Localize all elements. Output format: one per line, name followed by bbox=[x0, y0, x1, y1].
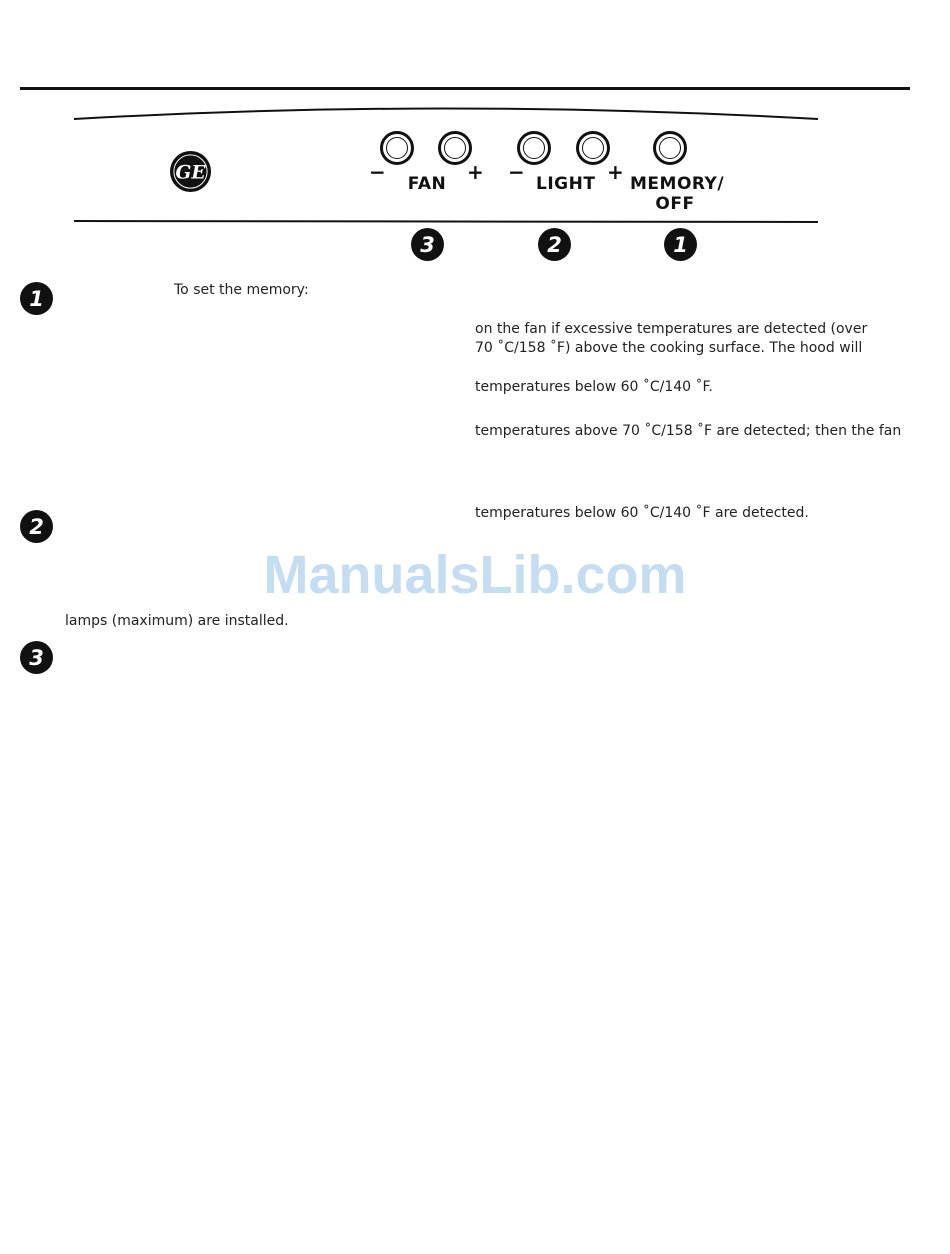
right-text-line-5: temperatures below 60 ˚C/140 ˚F are detected. bbox=[475, 505, 809, 521]
memory-label: MEMORY/ bbox=[630, 174, 725, 194]
right-text-line-1: on the fan if excessive temperatures are detected (over bbox=[475, 321, 868, 337]
right-text-line-4: temperatures above 70 ˚C/158 ˚F are detected; then the fan bbox=[475, 423, 902, 439]
light-plus-sign: + bbox=[607, 160, 624, 184]
callout-badge-fan: 3 bbox=[411, 228, 444, 261]
light-minus-sign: − bbox=[508, 160, 525, 184]
callout-badge-memory: 1 bbox=[664, 228, 697, 261]
fan-label: FAN bbox=[407, 174, 447, 194]
watermark: ManualsLib.com bbox=[263, 545, 687, 605]
right-text-line-3: temperatures below 60 ˚C/140 ˚F. bbox=[475, 379, 713, 395]
ge-logo-icon bbox=[169, 150, 212, 193]
light-label: LIGHT bbox=[536, 174, 596, 194]
fan-plus-sign: + bbox=[467, 160, 484, 184]
control-panel-outline bbox=[0, 100, 950, 270]
section-badge-3: 3 bbox=[20, 641, 53, 674]
light-plus-button[interactable] bbox=[576, 131, 610, 165]
right-text-line-2: 70 ˚C/158 ˚F) above the cooking surface. The hood will bbox=[475, 340, 863, 356]
page-top-rule bbox=[20, 87, 910, 90]
memory-heading: To set the memory: bbox=[174, 282, 309, 298]
memory-off-button[interactable] bbox=[653, 131, 687, 165]
fan-minus-sign: − bbox=[369, 160, 386, 184]
section-badge-1: 1 bbox=[20, 282, 53, 315]
section-badge-2: 2 bbox=[20, 510, 53, 543]
svg-text:GE: GE bbox=[175, 162, 206, 184]
callout-badge-light: 2 bbox=[538, 228, 571, 261]
off-label: OFF bbox=[655, 194, 695, 214]
lamps-text: lamps (maximum) are installed. bbox=[65, 613, 289, 629]
